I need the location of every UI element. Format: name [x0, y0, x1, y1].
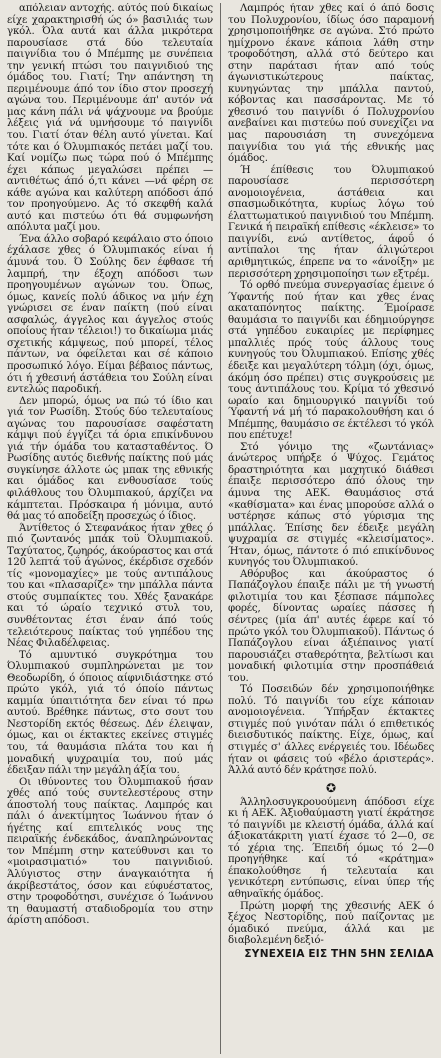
- right-paragraph-5: Αθόρυβος και άκούραστος ό Παπάζογλου έπαιξε πάλι με τή γνωστή φιλοτιμία του και ξέσπασε πάμπολες φορές, δίνοντας ωραίες πάσσες ή σέντρες (μία άπ' αυτές έφερε καί τό πρώτο γκόλ του Όλυμπιακοΰ). Πάντως ό Παπάζογλου είναι άξιέπαινος γιατί παρουσιάζει σταθερότητα, βελτίωσι και μοναδική φιλοτιμία στην προσπάθειά του.: [228, 568, 434, 684]
- section-separator-icon: ✪: [326, 780, 336, 795]
- right-section2-paragraph-1: Άλληλοσυγκρουούμενη άπόδοσι είχε κι ή ΑΕΚ. Άξιοθαύμαστη γιατί έκράτησε τό παιγνίδι με κλειστή όμάδα, άλλά καί άξιοκατάκριτη γιατί έχασε τό 2—0, σε τό χέρια της. Έπειδή όμως τό 2—0 προηγήθηκε καί τό «κράτημα» έπακολούθησε ή τελευταία και γενικότερη εντύπωσις, είναι ύπερ τής αθηναϊκής όμάδος.: [228, 796, 434, 901]
- right-paragraph-4: Στό γόνιμο της «ζωντάνιας» άνώτερος υπήρξε ό Ψύχος. Γεμάτος δραστηριότητα και μαχητικό διάθεσι έπαιξε περισσότερο άπό όλους την άμυνα της ΑΕΚ. Θαυμάσιος στά «καθίσματα» και ένας μπορούσε αλλά ο υστέρησε κάπως στό γύρισμα της μπάλλας. Έπίσης δεν έδειξε μεγάλη ψυχραμία σε στιγμές «κλεισίματος». Ήταν, όμως, πάντοτε ό πιό επικίνδυνος κυνηγός του Όλυμπιακού.: [228, 441, 434, 569]
- left-paragraph-5: Τό αμυντικό συγκρότημα του Όλυμπιακού συμπληρώνεται με τον Θεοδωρίδη, ό όποιος αίφνιδιάστηκε στό πρώτο γκόλ, γιά τό όποίο πάντως καμμία ύπαιτιότητα δεν είναι τό πρω αυτού. Βρέθηκε πάντως, στο σουτ του Νεστορίδη εκτός θέσεως. Δέν έλειψαν, όμως, και οι έκτακτες εκείνες στιγμές του, τά θαυμάσια πλάτα του και ή μοναδική ψυχραιμία του, πού μάς έδειξαν πάλι την μεγάλη άξία του.: [7, 649, 213, 777]
- right-paragraph-2: Ή έπίθεσις του Όλυμπιακού παρουσίασε περισσότερη ανομοιογένεια, άστάθεια και σπασμωδικότητα, κυρίως λόγω τού έλαττωματικού παιγνιδιού του Μπέμπη. Γενικά ή πειραϊκή επίθεσις «έκλεισε» το παιγνίδι, ενώ αντίθετος, άφοΰ ό αντίπαλοι της ήταν άλιγώτεροι αριθμητικώς, έπρεπε να το «άνοίξη» με περισσότερη χρησιμοποίησι των εξτρέμ.: [228, 164, 434, 280]
- right-paragraph-3: Τό ορθό πνεύμα συνεργασίας έμεινε ό Ύφαντής πού ήταν και χθες ένας ακαταπόνητος παίκτης. Έμοίρασε θαυμάσια το παιγνίδι και έδημιούργησε στά γηπέδου ευκαιρίες με περίφημες μπαλλιές πρός τούς άλλους τους κυνηγούς του Όλυμπιακού. Επίσης χθές έδειξε και μεγαλύτερη τόλμη (όχι, όμως, άκόμη όσο πρέπει) στις συγκρούσεις με τους άντιπάλους του. Κρίμα τό χθεσινό ωραίο και δημιουργικό παιγνίδι τού Ύφαντή νά μή τό παρακολουθήση και ό Μπέμπης, θαυμάσιο σε έκτέλεσι τό γκόλ που επέτυχε!: [228, 280, 434, 442]
- right-column: [224, 3, 438, 1054]
- left-paragraph-1: απόλειαν αντοχής. αύτός πού δικαίως είχε χαρακτηρισθή ώς ό» βασιλιάς των γκόλ. Όλα αυτά και άλλα μικρότερα παρουσίασε στά δύο τελευταία παιγνίδια του ό Μπέμπης με συνέπεια την γενική πτώσι του παιγνιδιού της όμάδος του. Γιατί; Την απάντηση τη περιμένουμε άπό τον ίδιο στον προσεχή αγώνα του. Περιμένουμε άπ' αυτόν νά μας κάνη πάλι νά ψάχνουμε να βρούμε λέξεις γιά νά υμνήσουμε τό παιγνίδι του. Γιατί όταν θέλη αυτό γίνεται. Καί τότε και ό Όλυμπιακός πετάει μαζί του. Καί νομίζω πως τώρα πού ό Μπέμπης έχει κάπως μεγαλώσει πρέπει —αντιθέτως άπό ό,τι κάνει —νά φέρη σε κάθε αγώνα και καλύτερη απόδοσι άπό τον προηγούμενο. Ας τό σκεφθή καλά αυτό και πιστεύω ότι θά συμφωνήση απόλυτα μαζί μου.: [7, 3, 213, 234]
- left-paragraph-6: Οι ιθύνοντες του Όλυμπιακοΰ ήσαν χθές από τούς συντελεστέρους στην άποστολή τους παίκτας. Λαμπρός και πάλι ό άνεκτίμητος Ίωάννου ήταν ό ήγέτης καί επιτελικός νους της πειραϊκής ένδεκάδος, άναπληρώνοντας τον Μπέμπη στην κατεύθυνσι και το «μοιρασιματιό» του παιγνιδιού. Άλύγιστος στην άναγκαιότητα ή άκρίβεστάτος, όσον και εύφυέστατος, στην τροφοδότησι, συνέχισε ό Ίωάννου τη θαυμαστή σταδιοδρομία του στην άρίστη απόδοσι.: [7, 776, 213, 927]
- right-paragraph-6: Τό Ποσειδών δέν χρησιμοποιήθηκε πολύ. Τό παιγνίδι του είχε κάποιαν ανομοιογένεια. Ύπήρξαν έκτακτες στιγμές πού γινόταν πάλι ό επιθετικός διεισδυτικός παίκτης. Είχε, όμως, καί στιγμές σ' άλλες ενέργειές του. Ιδέωδες ήταν οι φάσεις τού «βέλο άριστεράς». Άλλά αυτό δέν κράτησε πολύ.: [228, 684, 434, 777]
- column-divider: [220, 3, 221, 1054]
- right-section2-paragraph-2: Πρώτη μορφή της χθεσινής ΑΕΚ ό ξέχος Νεστορίδης, πού παίζοντας με όμαδικό πνεύμα, άλλά και με διαβολεμένη δεξιό-: [228, 900, 434, 947]
- left-paragraph-2: Ένα άλλο σοβαρό κεφάλαιο στο όποιο έχάλασε χθες ό Όλυμπιακός είναι ή άμυνά του. Ό Σούλης δεν έφθασε τή λαμπρή, την έξοχη απόδοσι των προηγουμένων αγώνων του. Όπως, όμως, κανείς πολύ άδικος να μήν έχη γνώρισει σε έναν παίκτη (πού είναι ασφαλώς, άγγελος και άγγελος στούς οποίους ήταν τέλειοι!) το δικαίωμα μιάς σχετικής κάμψεως, πού μπορεί, τέλος πάντων, να όφείλεται και σέ κάποιο προσωπικό λόγο. Είμαι βέβαιος πάντως, ότι ή χθεσινή άστάθεια του Σούλη είναι εντελώς παροδική.: [7, 233, 213, 396]
- left-column: [3, 3, 217, 1054]
- right-paragraph-1: Λαμπρός ήταν χθες καί ό άπό δοσις του Πολυχρονίου, ίδίως όσο παραμονή χρησιμοποιήθηκε σε αγώνα. Στό πρώτο ημίχρονο έκανε κάποια λάθη στην τροφοδότηση, αλλά στό δεύτερο και στην παράτασι ήταν από τούς άγωνιστικώτερους παίκτας, κυνηγώντας την μπάλλα παντού, κόβοντας και πασσάροντας. Με τό χθεσινό του παιγνίδι ό Πολυχρονίου ανεβαίνει και πιστεύω πού συνεχίζει να μας παρουσιάση τη συνεχόμενα παιγνίδια του γιά τής εθνικής μας όμάδος.: [228, 3, 434, 165]
- left-paragraph-3: Δεν μπορώ, όμως να πώ τό ίδιο και γιά τον Ρωσίδη. Στούς δύο τελευταίους αγώνας του παρουσίασε σαφέστατη κάμψι πού έγγίζει τά όρια επικίνδυνου γιά τήν όμάδα του κατασταθέντος. Ό Ρωσίδης αυτός διεθνής παίκτης πού μάς συγκίνησε άλλοτε ώς μπακ της εθνικής και όμάδος και ενθουσίασε τούς φιλάθλους του Όλυμπιακού, άρχίζει να κάμπτεται. Πρόσκαιρα ή μόνιμα, αυτό θά μας τό αποδείξη προσεχώς ό ίδιος.: [7, 395, 213, 523]
- continued-on-page-5-link[interactable]: ΣΥΝΕΧΕΙΑ ΕΙΣ ΤΗΝ 5ΗΝ ΣΕΛΙΔΑ: [244, 947, 434, 960]
- left-paragraph-4: Άντίθετος ό Στεφανάκος ήταν χθες ό πιό ζωντανός μπάκ τοϋ Όλυμπιακοΰ. Ταχύτατος, ζωηρός, άκούραστος και στά 120 λεπτά τοΰ άγώνος, έκέρδισε σχεδόν τίς «μονομαχίες» με τούς αντιπάλους του και «πλασαρίζε» την μπάλλα πάντα στούς συμπαίκτες του. Χθές ξανακάρε και τό ώραίο τεχνικό στυλ του, συνθέτοντας έτσι έναν άπό τούς τελειότερους παίκτας τού γηπέδου της Νέας Φιλαδέλφειας.: [7, 522, 213, 650]
